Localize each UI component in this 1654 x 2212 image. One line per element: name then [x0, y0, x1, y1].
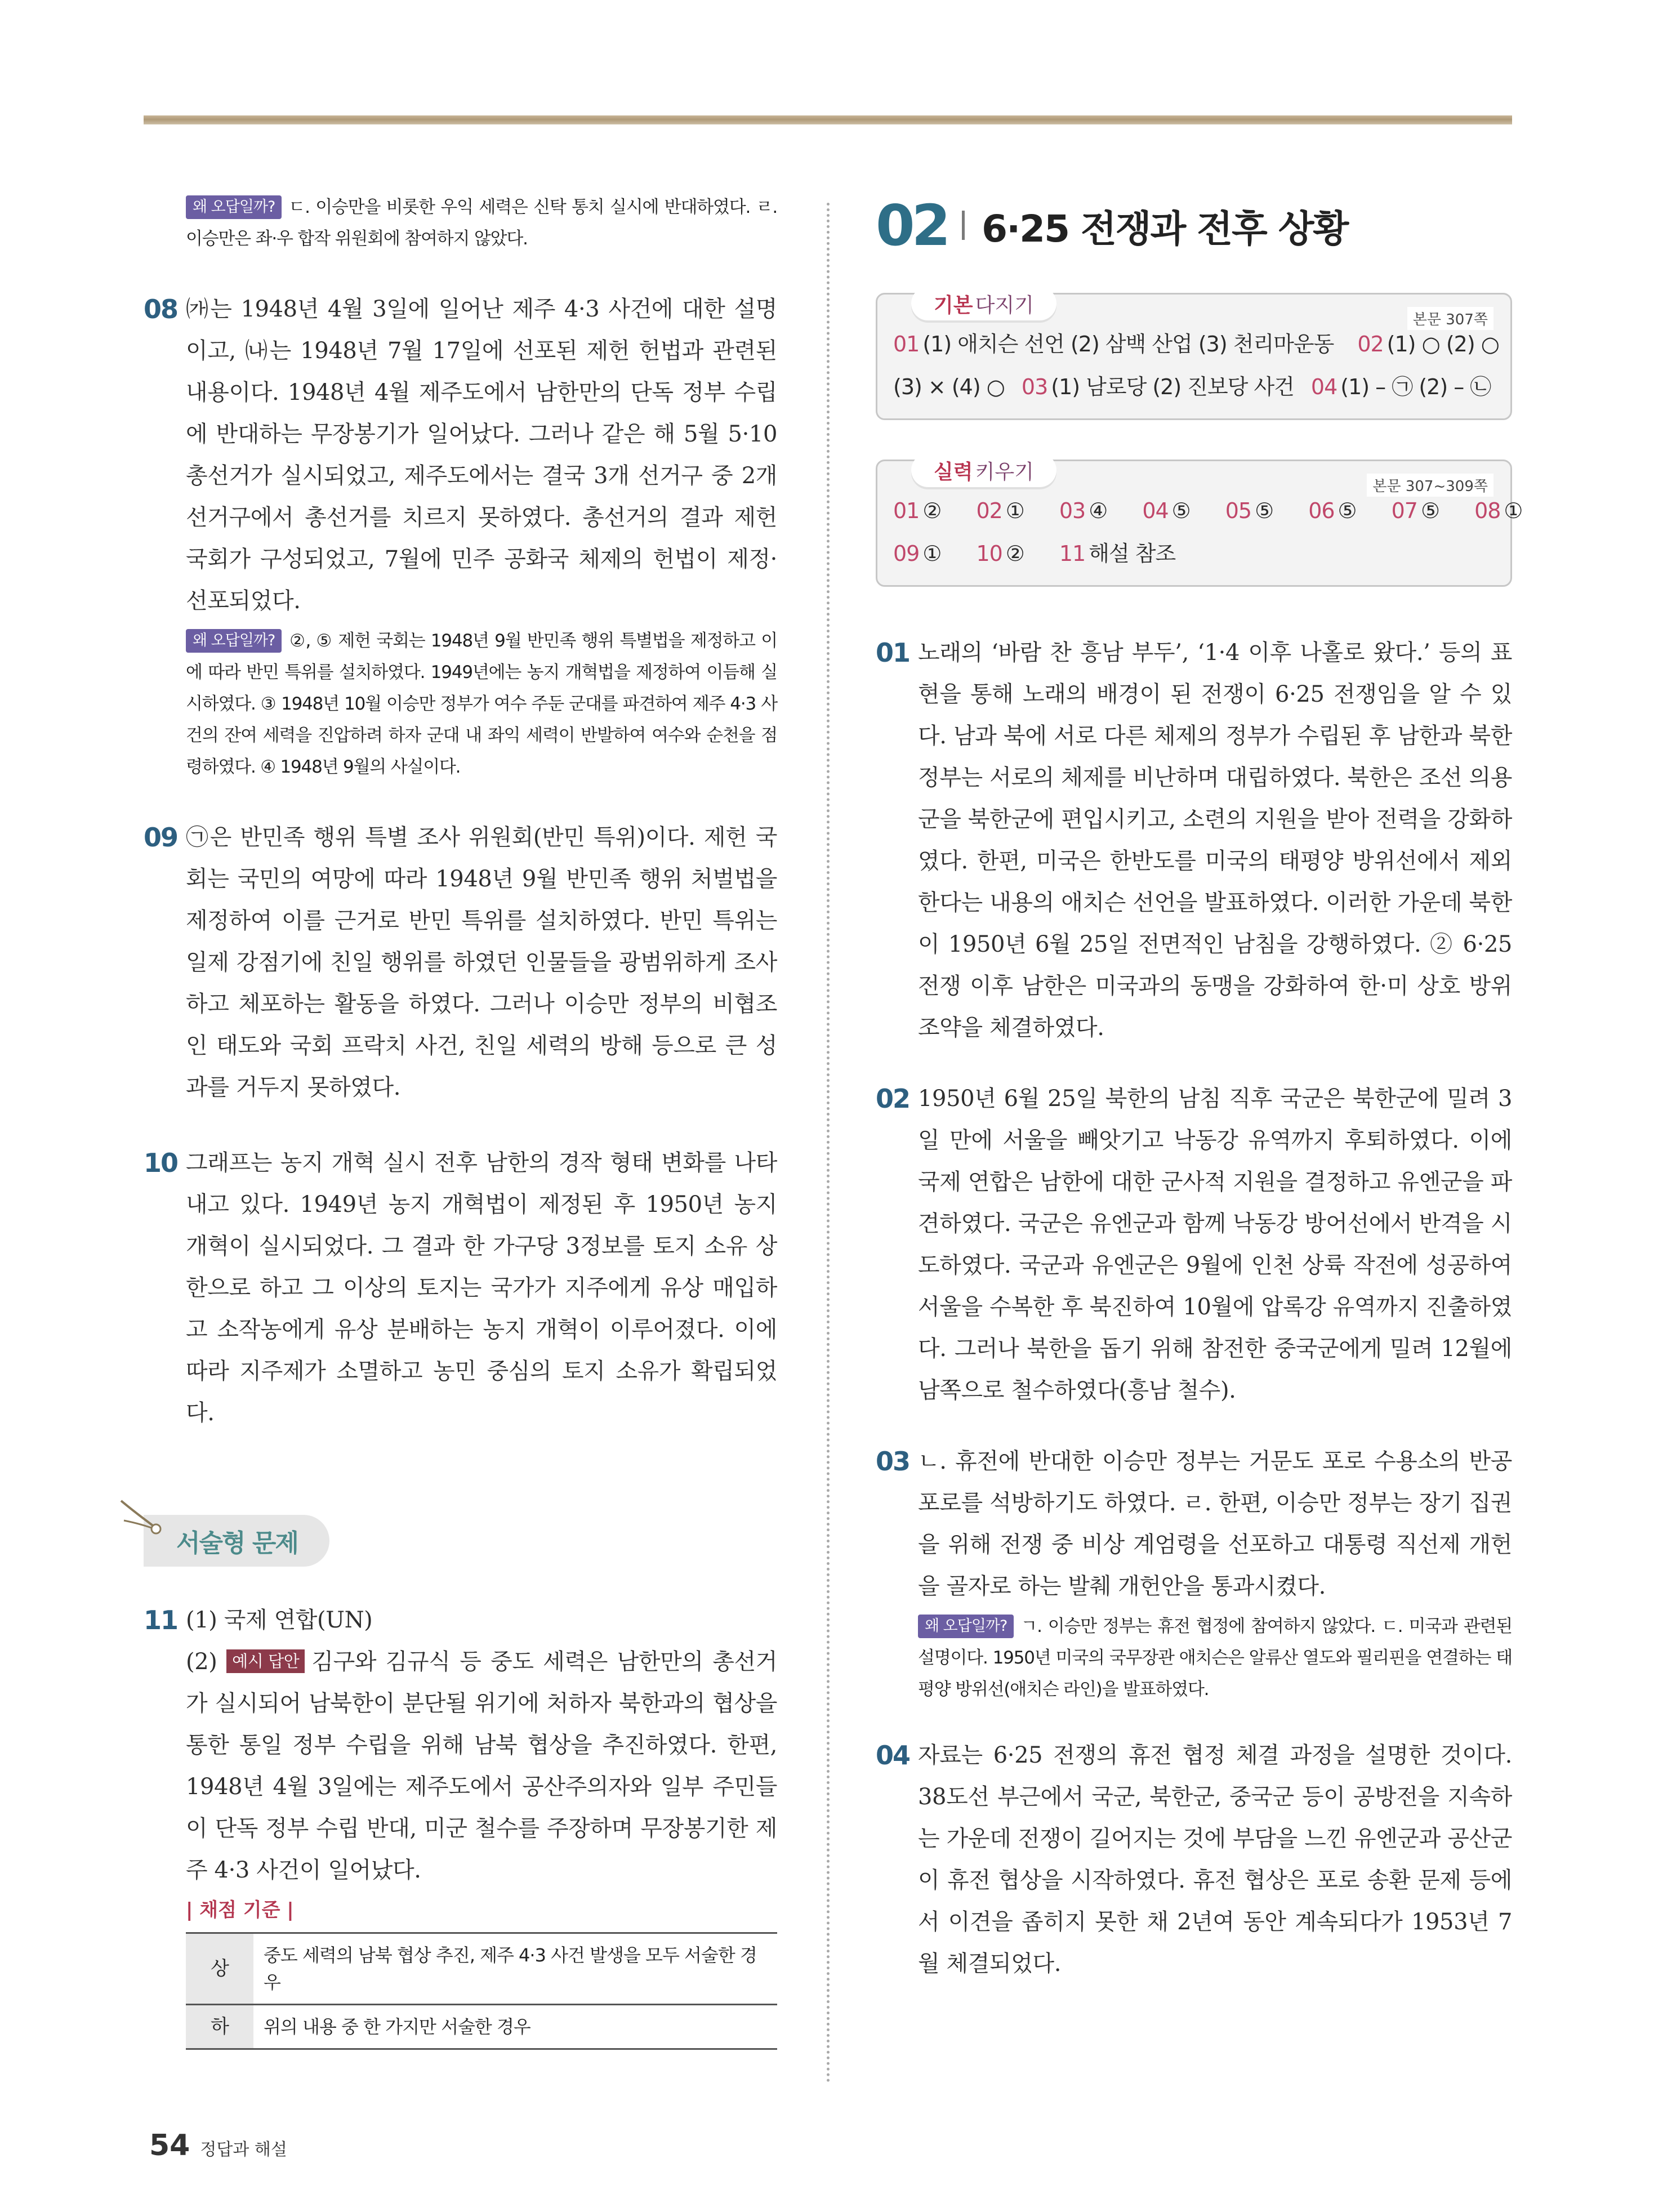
question-explanation: 노래의 ‘바람 찬 흥남 부두’, ‘1·4 이후 나홀로 왔다.’ 등의 표현을 통해 노래의 배경이 된 전쟁이 6·25 전쟁임을 알 수 있다. 남과 북에 서로 다른 체제의 정부가 수립된 후 남한과 북한 정부는 서로의 체제를 비난하며 대립하였다. 북한은 조선 의용군을 북한군에 편입시키고, 소련의 지원을 받아 전력을 강화하였다. 한편, 미국은 한반도를 미국의 태평양 방위선에서 제외한다는 내용의 애치슨 선언을 발표하였다. 이러한 가운데 북한이 1950년 6월 25일 전면적인 남침을 강행하였다. ② 6·25 전쟁 이후 남한은 미국과의 동맹을 강화하여 한·미 상호 방위 조약을 체결하였다. [918, 640, 1512, 1041]
question-01 [876, 632, 1512, 1049]
answer-line [893, 365, 1495, 408]
why-wrong-badge: 왜 오답일까? [186, 195, 282, 219]
section-title: 6·25 전쟁과 전후 상황 [982, 207, 1348, 251]
answer-value: ② [922, 498, 942, 523]
table-row [186, 1933, 777, 2005]
answer-group [893, 541, 941, 566]
page-caption: 정답과 해설 [200, 2140, 287, 2160]
answer-value: (1) – ㉠ (2) – ㉡ [1340, 374, 1491, 399]
answer-num: 11 [1059, 541, 1086, 566]
criteria-level: 하 [186, 2005, 253, 2049]
answer-num: 03 [1059, 498, 1086, 523]
answer-num: 05 [1225, 498, 1252, 523]
question-02 [876, 1078, 1512, 1411]
tag-word: 다지기 [975, 293, 1034, 317]
answer-value: (3) × (4) ○ [893, 374, 1005, 399]
answer-group [1225, 498, 1273, 523]
answer-group [893, 374, 1005, 399]
right-column [876, 191, 1523, 1984]
answer-value: ⑤ [1420, 498, 1440, 523]
table-row [186, 2005, 777, 2049]
section-bar [962, 211, 965, 240]
answer-group [1357, 332, 1499, 356]
page-footer [149, 2129, 287, 2162]
basic-answers-box [876, 293, 1512, 420]
answer-group [976, 498, 1024, 523]
example-answer-badge: 예시 답안 [226, 1649, 305, 1673]
criteria-desc: 중도 세력의 남북 협상 추진, 제주 4·3 사건 발생을 모두 서술한 경우 [264, 1945, 757, 1993]
answer-num: 06 [1308, 498, 1335, 523]
page-number: 54 [149, 2129, 190, 2162]
question-08 [144, 288, 777, 783]
why-wrong-badge: 왜 오답일까? [186, 629, 282, 653]
scoring-criteria-label: | 채점 기준 | [186, 1899, 294, 1921]
answer-value: ① [922, 541, 942, 566]
question-04 [876, 1734, 1512, 1984]
why-wrong-badge: 왜 오답일까? [918, 1615, 1014, 1638]
question-number: 04 [876, 1740, 910, 1771]
answer-group [1142, 498, 1190, 523]
part-label: (2) [186, 1649, 217, 1675]
question-number: 02 [876, 1083, 910, 1114]
section-number: 02 [876, 192, 948, 258]
question-explanation: ㈎는 1948년 4월 3일에 일어난 제주 4·3 사건에 대한 설명이고, ㈏는 1948년 7월 17일에 선포된 제헌 헌법과 관련된 내용이다. 1948년 4월 제주도에서 남한만의 단독 정부 수립에 반대하는 무장봉기가 일어났다. 그러나 같은 해 5월 5·10 총선거가 실시되었고, 제주도에서는 결국 3개 선거구 중 2개 선거구에서 총선거를 치르지 못하였다. 총선거의 결과 제헌 국회가 구성되었고, 7월에 민주 공화국 체제의 헌법이 제정·선포되었다. [186, 296, 777, 614]
wrong-answer-note [186, 625, 777, 783]
answer-num: 02 [976, 498, 1002, 523]
answer-num: 01 [893, 498, 920, 523]
answer-group [976, 541, 1024, 566]
wrong-answer-note [918, 1611, 1512, 1705]
top-decorative-rule [144, 115, 1512, 124]
answer-group [893, 332, 1334, 356]
tag-word: 키우기 [975, 460, 1034, 484]
answer-num: 09 [893, 541, 920, 566]
question-number: 10 [144, 1148, 178, 1178]
answer-value: ② [1005, 541, 1024, 566]
section-header [876, 191, 1512, 259]
essay-section-label: 서술형 문제 [176, 1529, 298, 1558]
criteria-desc: 위의 내용 중 한 가지만 서술한 경우 [264, 2016, 530, 2037]
answer-num: 04 [1310, 374, 1338, 399]
string-tag-icon [115, 1498, 189, 1549]
answer-num: 01 [893, 332, 920, 356]
question-number: 11 [144, 1605, 178, 1635]
answer-value: (1) ○ (2) ○ [1386, 332, 1499, 356]
question-11 [144, 1599, 777, 2050]
essay-column [144, 1599, 777, 2050]
answer-num: 10 [976, 541, 1002, 566]
answer-line [893, 323, 1499, 365]
question-number: 03 [876, 1446, 910, 1477]
skill-tag [911, 453, 1056, 487]
answer-num: 02 [1357, 332, 1384, 356]
question-explanation: 그래프는 농지 개혁 실시 전후 남한의 경작 형태 변화를 나타내고 있다. 1949년 농지 개혁법이 제정된 후 1950년 농지 개혁이 실시되었다. 그 결과 한 가구당 3정보를 토지 소유 상한으로 하고 그 이상의 토지는 국가가 지주에게 유상 매입하고 소작농에게 유상 분배하는 농지 개혁이 이루어졌다. 이에 따라 지주제가 소멸하고 농민 중심의 토지 소유가 확립되었다. [186, 1150, 777, 1426]
answer-value: ⑤ [1255, 498, 1274, 523]
answer-value: ④ [1089, 498, 1108, 523]
note-text: ②, ⑤ 제헌 국회는 1948년 9월 반민족 행위 특별법을 제정하고 이에 따라 반민 특위를 설치하였다. 1949년에는 농지 개혁법을 제정하여 이듬해 실시하였다. ③ 1948년 10월 이승만 정부가 여수 주둔 군대를 파견하여 제주 4·3 사건의 잔여 세력을 진압하려 하자 군대 내 좌익 세력이 반발하여 여수와 순천을 점령하였다. ④ 1948년 9월의 사실이다. [186, 631, 777, 777]
answer-value: ① [1005, 498, 1024, 523]
answer-num: 07 [1391, 498, 1417, 523]
answer-num: 04 [1142, 498, 1169, 523]
basic-tag [911, 287, 1056, 320]
question-number: 09 [144, 822, 178, 853]
answer-part-2 [186, 1641, 777, 1891]
answer-line [893, 532, 1495, 575]
question-09 [144, 817, 777, 1108]
question-03 [876, 1441, 1512, 1705]
answer-value: (1) 남로당 (2) 진보당 사건 [1051, 374, 1294, 399]
question-explanation: ㉠은 반민족 행위 특별 조사 위원회(반민 특위)이다. 제헌 국회는 국민의 여망에 따라 1948년 9월 반민족 행위 처벌법을 제정하여 이를 근거로 반민 특위를 설치하였다. 반민 특위는 일제 강점기에 친일 행위를 하였던 인물들을 광범위하게 조사하고 체포하는 활동을 하였다. 그러나 이승만 정부의 비협조인 태도와 국회 프락치 사건, 친일 세력의 방해 등으로 큰 성과를 거두지 못하였다. [186, 824, 777, 1100]
answer-group [1059, 541, 1175, 566]
page-reference: 본문 307~309쪽 [1367, 474, 1493, 497]
answer-group [1308, 498, 1356, 523]
essay-section-tag [144, 1515, 329, 1567]
tag-word: 실력 [934, 460, 973, 484]
answer-value: 해설 참조 [1089, 541, 1176, 566]
answer-group [1022, 374, 1294, 399]
left-column [144, 191, 777, 1434]
answer-group [1474, 498, 1522, 523]
answer-text: 김구와 김규식 등 중도 세력은 남한만의 총선거가 실시되어 남북한이 분단될 위기에 처하자 북한과의 협상을 통한 통일 정부 수립을 위해 남북 협상을 추진하였다. 한편, 1948년 4월 3일에는 제주도에서 공산주의자와 일부 주민들이 단독 정부 수립 반대, 미군 철수를 주장하며 무장봉기한 제주 4·3 사건이 일어났다. [186, 1649, 777, 1883]
skill-answers-box [876, 460, 1523, 587]
page-reference: 본문 307쪽 [1407, 307, 1493, 330]
question-explanation: 자료는 6·25 전쟁의 휴전 협정 체결 과정을 설명한 것이다. 38도선 부근에서 국군, 북한군, 중국군 등이 공방전을 지속하는 가운데 전쟁이 길어지는 것에 부담을 느낀 유엔군과 공산군이 휴전 협상을 시작하였다. 휴전 협상은 포로 송환 문제 등에서 이견을 좁히지 못한 채 2년여 동안 계속되다가 1953년 7월 체결되었다. [918, 1742, 1512, 1977]
answer-num: 08 [1474, 498, 1501, 523]
answer-value: ⑤ [1171, 498, 1191, 523]
wrong-answer-note-top [144, 191, 777, 255]
scoring-criteria-table [186, 1932, 777, 2050]
question-10 [144, 1142, 777, 1434]
question-number: 08 [144, 294, 178, 324]
question-number: 01 [876, 637, 910, 668]
question-explanation: 1950년 6월 25일 북한의 남침 직후 국군은 북한군에 밀려 3일 만에 서울을 빼앗기고 낙동강 유역까지 후퇴하였다. 이에 국제 연합은 남한에 대한 군사적 지원을 결정하고 유엔군을 파견하였다. 국군은 유엔군과 함께 낙동강 방어선에서 반격을 시도하였다. 국군과 유엔군은 9월에 인천 상륙 작전에 성공하여 서울을 수복한 후 북진하여 10월에 압록강 유역까지 진출하였다. 그러나 북한을 돕기 위해 참전한 중국군에게 밀려 12월에 남쪽으로 철수하였다(흥남 철수). [918, 1086, 1512, 1403]
answer-part-1: (1) 국제 연합(UN) [186, 1607, 373, 1633]
note-text: ㄷ. 이승만을 비롯한 우익 세력은 신탁 통치 실시에 반대하였다. ㄹ. 이승만은 좌·우 합작 위원회에 참여하지 않았다. [186, 197, 777, 249]
answer-value: ① [1504, 498, 1523, 523]
answer-value: ⑤ [1338, 498, 1357, 523]
answer-group [1311, 374, 1491, 399]
answer-group [1059, 498, 1107, 523]
answer-value: (1) 애치슨 선언 (2) 삼백 산업 (3) 천리마운동 [922, 332, 1334, 356]
answer-group [1392, 498, 1439, 523]
question-explanation: ㄴ. 휴전에 반대한 이승만 정부는 거문도 포로 수용소의 반공 포로를 석방하기도 하였다. ㄹ. 한편, 이승만 정부는 장기 집권을 위해 전쟁 중 비상 계엄령을 선포하고 대통령 직선제 개헌을 골자로 하는 발췌 개헌안을 통과시켰다. [918, 1448, 1512, 1599]
note-text: ㄱ. 이승만 정부는 휴전 협정에 참여하지 않았다. ㄷ. 미국과 관련된 설명이다. 1950년 미국의 국무장관 애치슨은 알류산 열도와 필리핀을 연결하는 태평양 방위선(애치슨 라인)을 발표하였다. [918, 1616, 1512, 1700]
tag-word: 기본 [934, 293, 973, 317]
column-divider [827, 203, 830, 2084]
criteria-level: 상 [186, 1933, 253, 2005]
answer-num: 03 [1021, 374, 1048, 399]
answer-group [893, 498, 941, 523]
